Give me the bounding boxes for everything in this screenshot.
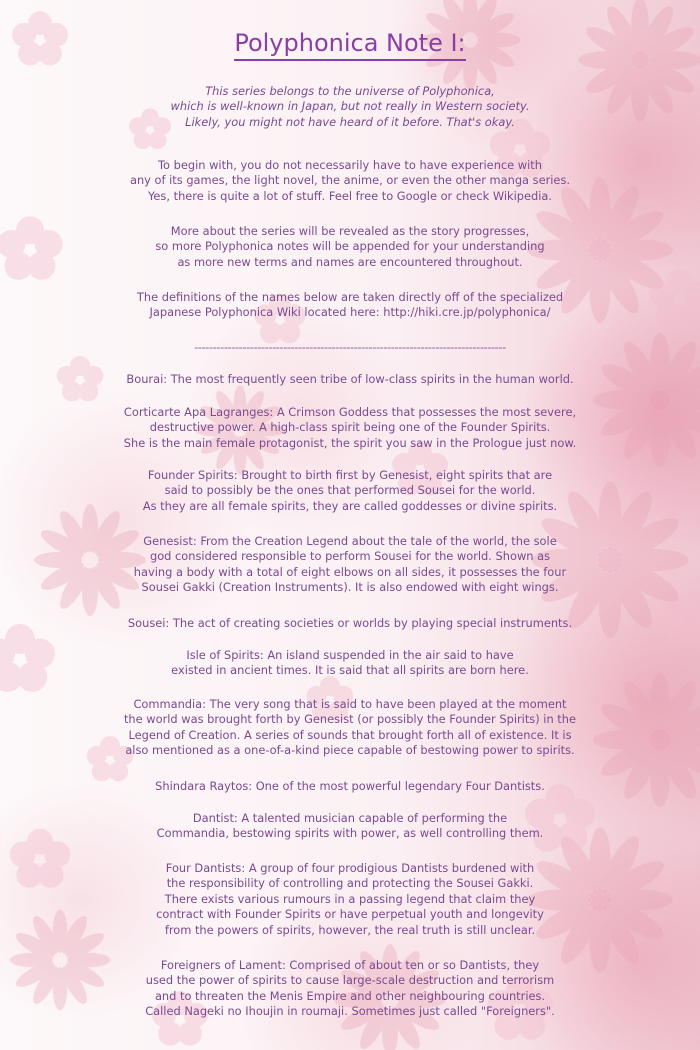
definition-dantist: Dantist: A talented musician capable of performing the Commandia, bestowing spirits with power, as well controlling them. [156,811,544,841]
definition-sousei: Sousei: The act of creating societies or worlds by playing special instruments. [127,616,573,630]
section-divider: ------------------------------------------------------------------------------------ [194,340,506,354]
definition-genesist: Genesist: From the Creation Legend about the tale of the world, the sole god considered responsible to perform Sousei for the world. Shown as having a body with a total of eight elbows on all sides, it possesses the four Sousei Gakki (Creation Instruments). It is also endowed with eight wings. [133,534,567,595]
intro-paragraph-3: More about the series will be revealed as the story progresses, so more Polyphonica notes will be appended for your understanding as more new terms and names are encountered throughout. [155,224,545,269]
definition-bourai: Bourai: The most frequently seen tribe of low-class spirits in the human world. [126,372,574,386]
definition-founder-spirits: Founder Spirits: Brought to birth first by Genesist, eight spirits that are said to possibly be the ones that performed Sousei for the world. As they are all female spirits, they are called goddesses or divine spirits. [142,468,558,513]
definition-commandia: Commandia: The very song that is said to have been played at the moment the world was brought forth by Genesist (or possibly the Founder Spirits) in the Legend of Creation. A series of sounds that brought forth all of existence. It is also mentioned as a one-of-a-kind piece capable of bestowing power to spirits. [123,697,577,758]
page-title: Polyphonica Note I: [234,28,465,61]
page-title-wrapper [0,28,700,61]
definition-corticarte: Corticarte Apa Lagranges: A Crimson Goddess that possesses the most severe, destructive power. A high-class spirit being one of the Founder Spirits. She is the main female protagonist, the spirit you saw in the Prologue just now. [123,405,577,450]
definition-shindara-raytos: Shindara Raytos: One of the most powerful legendary Four Dantists. [155,779,545,793]
definition-four-dantists: Four Dantists: A group of four prodigious Dantists burdened with the responsibility of controlling and protecting the Sousei Gakki. There exists various rumours in a passing legend that claim they contract with Founder Spirits or have perpetual youth and longevity from the powers of spirits, however, the real truth is still unclear. [156,861,544,937]
definition-foreigners-of-lament: Foreigners of Lament: Comprised of about ten or so Dantists, they used the power of spirits to cause large-scale destruction and terrorism and to threaten the Menis Empire and other neighbouring countries. Called Nageki no Ihoujin in roumaji. Sometimes just called "Foreigners". [145,958,555,1019]
intro-paragraph-1: This series belongs to the universe of Polyphonica, which is well-known in Japan, but not really in Western society. Likely, you might not have heard of it before. That's okay. [170,84,530,129]
intro-paragraph-4: The definitions of the names below are taken directly off of the specialized Japanese Polyphonica Wiki located here: http://hiki.cre.jp/polyphonica/ [136,290,564,320]
definition-isle-of-spirits: Isle of Spirits: An island suspended in the air said to have existed in ancient times. It is said that all spirits are born here. [171,648,529,678]
intro-paragraph-2: To begin with, you do not necessarily have to have experience with any of its games, the light novel, the anime, or even the other manga series. Yes, there is quite a lot of stuff. Feel free to Google or check Wikipedia. [129,158,570,203]
